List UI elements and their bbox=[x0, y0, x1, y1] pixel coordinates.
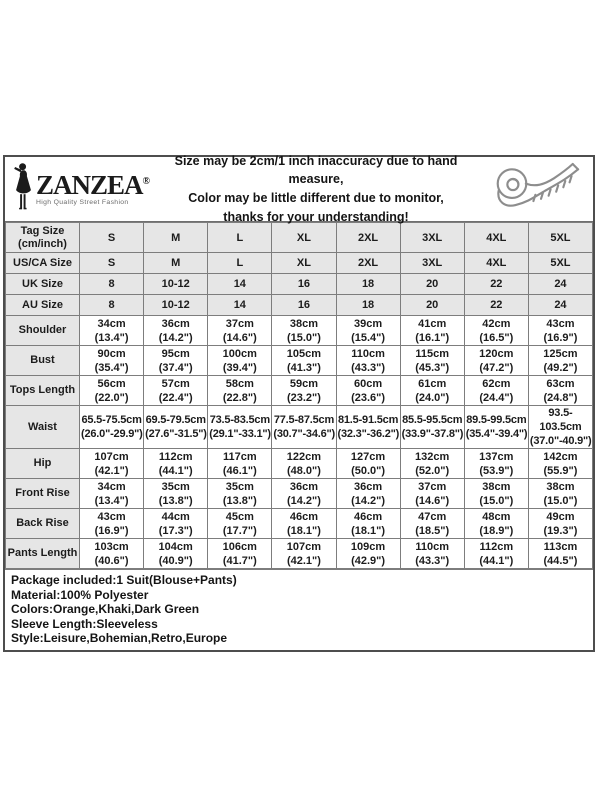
table-cell: 107cm (42.1") bbox=[272, 539, 336, 569]
table-cell: XL bbox=[272, 223, 336, 253]
size-table bbox=[5, 222, 593, 569]
table-cell: 5XL bbox=[528, 223, 592, 253]
row-label: Waist bbox=[6, 406, 80, 449]
table-row bbox=[6, 274, 593, 295]
table-cell: 113cm (44.5") bbox=[528, 539, 592, 569]
table-cell: 24 bbox=[528, 295, 592, 316]
table-cell: 4XL bbox=[464, 253, 528, 274]
table-cell: 16 bbox=[272, 295, 336, 316]
table-cell: 104cm (40.9") bbox=[144, 539, 208, 569]
table-cell: 56cm (22.0") bbox=[80, 376, 144, 406]
detail-line-sleeve: Sleeve Length:Sleeveless bbox=[11, 616, 158, 631]
size-chart-sheet bbox=[3, 155, 595, 652]
table-cell: 2XL bbox=[336, 253, 400, 274]
table-cell: 77.5-87.5cm (30.7"-34.6") bbox=[272, 406, 336, 449]
table-cell: 37cm (14.6") bbox=[400, 479, 464, 509]
table-cell: 35cm (13.8") bbox=[208, 479, 272, 509]
table-cell: 8 bbox=[80, 274, 144, 295]
table-cell: 3XL bbox=[400, 253, 464, 274]
table-cell: 122cm (48.0") bbox=[272, 449, 336, 479]
table-cell: 132cm (52.0") bbox=[400, 449, 464, 479]
table-cell: 58cm (22.8") bbox=[208, 376, 272, 406]
table-row bbox=[6, 406, 593, 449]
row-label: UK Size bbox=[6, 274, 80, 295]
table-cell: 39cm (15.4") bbox=[336, 316, 400, 346]
table-cell: 112cm (44.1") bbox=[464, 539, 528, 569]
table-cell: S bbox=[80, 223, 144, 253]
registered-mark: ® bbox=[142, 175, 151, 187]
table-cell: 14 bbox=[208, 295, 272, 316]
table-row bbox=[6, 295, 593, 316]
detail-line-style: Style:Leisure,Bohemian,Retro,Europe bbox=[11, 631, 228, 646]
table-cell: 14 bbox=[208, 274, 272, 295]
table-cell: 10-12 bbox=[144, 274, 208, 295]
table-cell: 110cm (43.3") bbox=[400, 539, 464, 569]
table-row bbox=[6, 509, 593, 539]
table-cell: 90cm (35.4") bbox=[80, 346, 144, 376]
detail-line-material: Material:100% Polyester bbox=[11, 587, 149, 602]
row-label: Hip bbox=[6, 449, 80, 479]
table-cell: 100cm (39.4") bbox=[208, 346, 272, 376]
table-cell: 65.5-75.5cm (26.0"-29.9") bbox=[80, 406, 144, 449]
table-cell: 8 bbox=[80, 295, 144, 316]
row-label: Shoulder bbox=[6, 316, 80, 346]
table-cell: 38cm (15.0") bbox=[464, 479, 528, 509]
row-label: Pants Length bbox=[6, 539, 80, 569]
table-cell: 106cm (41.7") bbox=[208, 539, 272, 569]
table-cell: 49cm (19.3") bbox=[528, 509, 592, 539]
product-details bbox=[5, 569, 593, 650]
measuring-tape-icon bbox=[481, 161, 593, 217]
table-cell: 103cm (40.6") bbox=[80, 539, 144, 569]
table-cell: 41cm (16.1") bbox=[400, 316, 464, 346]
header-band bbox=[5, 153, 593, 224]
table-cell: 73.5-83.5cm (29.1"-33.1") bbox=[208, 406, 272, 449]
row-label: Back Rise bbox=[6, 509, 80, 539]
table-cell: 117cm (46.1") bbox=[208, 449, 272, 479]
table-cell: 24 bbox=[528, 274, 592, 295]
table-cell: 43cm (16.9") bbox=[528, 316, 592, 346]
row-label: US/CA Size bbox=[6, 253, 80, 274]
table-cell: 112cm (44.1") bbox=[144, 449, 208, 479]
row-label: Front Rise bbox=[6, 479, 80, 509]
table-cell: 127cm (50.0") bbox=[336, 449, 400, 479]
row-label: AU Size bbox=[6, 295, 80, 316]
table-cell: 5XL bbox=[528, 253, 592, 274]
table-cell: 85.5-95.5cm (33.9"-37.8") bbox=[400, 406, 464, 449]
brand-text bbox=[36, 169, 151, 207]
table-cell: 46cm (18.1") bbox=[272, 509, 336, 539]
row-label: Bust bbox=[6, 346, 80, 376]
table-cell: 125cm (49.2") bbox=[528, 346, 592, 376]
size-table-body bbox=[6, 223, 593, 569]
table-cell: 89.5-99.5cm (35.4"-39.4") bbox=[464, 406, 528, 449]
table-cell: 36cm (14.2") bbox=[144, 316, 208, 346]
table-cell: 110cm (43.3") bbox=[336, 346, 400, 376]
table-cell: 22 bbox=[464, 274, 528, 295]
table-cell: 18 bbox=[336, 274, 400, 295]
table-cell: S bbox=[80, 253, 144, 274]
table-cell: 42cm (16.5") bbox=[464, 316, 528, 346]
table-cell: 35cm (13.8") bbox=[144, 479, 208, 509]
table-cell: 61cm (24.0") bbox=[400, 376, 464, 406]
table-cell: 46cm (18.1") bbox=[336, 509, 400, 539]
table-row bbox=[6, 539, 593, 569]
table-cell: 18 bbox=[336, 295, 400, 316]
table-cell: 43cm (16.9") bbox=[80, 509, 144, 539]
brand-logo bbox=[5, 160, 151, 219]
table-cell: 60cm (23.6") bbox=[336, 376, 400, 406]
table-cell: 95cm (37.4") bbox=[144, 346, 208, 376]
table-cell: 38cm (15.0") bbox=[272, 316, 336, 346]
table-cell: 36cm (14.2") bbox=[272, 479, 336, 509]
notice-line: Color may be little different due to monitor, bbox=[188, 191, 444, 205]
table-cell: 81.5-91.5cm (32.3"-36.2") bbox=[336, 406, 400, 449]
table-cell: 47cm (18.5") bbox=[400, 509, 464, 539]
table-cell: 37cm (14.6") bbox=[208, 316, 272, 346]
table-cell: 10-12 bbox=[144, 295, 208, 316]
table-cell: 16 bbox=[272, 274, 336, 295]
table-cell: 63cm (24.8") bbox=[528, 376, 592, 406]
table-row bbox=[6, 223, 593, 253]
table-cell: 105cm (41.3") bbox=[272, 346, 336, 376]
table-cell: 3XL bbox=[400, 223, 464, 253]
table-cell: 2XL bbox=[336, 223, 400, 253]
table-row bbox=[6, 376, 593, 406]
table-cell: 57cm (22.4") bbox=[144, 376, 208, 406]
table-row bbox=[6, 253, 593, 274]
brand-tagline: High Quality Street Fashion bbox=[36, 198, 129, 206]
detail-line-package: Package included:1 Suit(Blouse+Pants) bbox=[11, 573, 237, 587]
table-cell: 48cm (18.9") bbox=[464, 509, 528, 539]
table-cell: 44cm (17.3") bbox=[144, 509, 208, 539]
table-cell: 142cm (55.9") bbox=[528, 449, 592, 479]
table-cell: XL bbox=[272, 253, 336, 274]
table-cell: 4XL bbox=[464, 223, 528, 253]
table-cell: L bbox=[208, 223, 272, 253]
table-cell: 38cm (15.0") bbox=[528, 479, 592, 509]
table-cell: 109cm (42.9") bbox=[336, 539, 400, 569]
table-cell: 69.5-79.5cm (27.6"-31.5") bbox=[144, 406, 208, 449]
table-cell: 59cm (23.2") bbox=[272, 376, 336, 406]
table-cell: 45cm (17.7") bbox=[208, 509, 272, 539]
row-label: Tops Length bbox=[6, 376, 80, 406]
table-cell: 93.5-103.5cm (37.0"-40.9") bbox=[529, 407, 592, 447]
table-row bbox=[6, 346, 593, 376]
detail-line-colors: Colors:Orange,Khaki,Dark Green bbox=[11, 602, 200, 617]
table-cell: M bbox=[144, 223, 208, 253]
table-cell: 34cm (13.4") bbox=[80, 316, 144, 346]
table-cell: 107cm (42.1") bbox=[80, 449, 144, 479]
table-cell: 62cm (24.4") bbox=[464, 376, 528, 406]
notice-line: Size may be 2cm/1 inch inaccuracy due to hand measure, bbox=[174, 153, 458, 187]
table-cell: 34cm (13.4") bbox=[80, 479, 144, 509]
table-row bbox=[6, 316, 593, 346]
table-cell: 115cm (45.3") bbox=[400, 346, 464, 376]
measure-notice bbox=[151, 152, 481, 227]
notice-line: thanks for your understanding! bbox=[223, 209, 409, 224]
table-cell: L bbox=[208, 253, 272, 274]
table-cell: 137cm (53.9") bbox=[464, 449, 528, 479]
table-row bbox=[6, 479, 593, 509]
table-row bbox=[6, 449, 593, 479]
table-cell: 36cm (14.2") bbox=[336, 479, 400, 509]
table-cell: 20 bbox=[400, 274, 464, 295]
table-cell: M bbox=[144, 253, 208, 274]
row-label: Tag Size (cm/inch) bbox=[6, 223, 80, 253]
table-cell: 120cm (47.2") bbox=[464, 346, 528, 376]
woman-silhouette-icon bbox=[12, 160, 34, 219]
table-cell: 20 bbox=[400, 295, 464, 316]
table-cell: 22 bbox=[464, 295, 528, 316]
brand-name: ZANZEA® bbox=[36, 169, 151, 200]
